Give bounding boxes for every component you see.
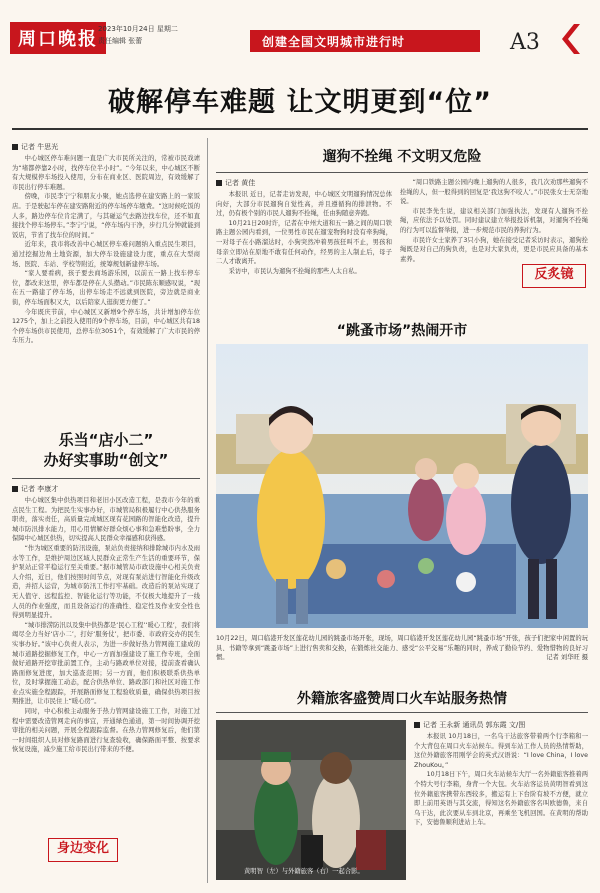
headline-divider — [12, 128, 588, 130]
flea-market-photo — [216, 344, 588, 628]
paragraph: 采访中，市民认为遛狗不拴绳的那些人太自私。 — [228, 267, 361, 275]
paragraph: 中心城区集中供热项目和老旧小区改造工程，是我市今年的重点民生工程。为把民生实事办好，市城管局积极履行中心供热服务职责，落实责任，高质量完成城区现有花园路的智能化改造，提升城市防汛排水能力，用心用情解好群众烦心事和急难愁盼事，全力保障中心城区供热，切实提高人民群众幸福感和获得感。 — [12, 497, 200, 543]
column-divider — [207, 138, 208, 883]
paragraph: 本报讯 10月18日，一名乌干达旅客带着两个行李箱和一个大背包在周口火车站候车。得到车站工作人员的热情帮助，这位外籍旅客用刚学会的英式汉语说：“I love China，I love ZhouKou。” — [414, 733, 588, 769]
paragraph: 本报讯 近日，记者走访发现，中心城区文明遛狗情况总体向好，大部分市民遛狗自觉性高，并且遵循狗的排泄物。不过，仍有极个别的市民人遛狗不拴绳，任由狗随意奔跑。 — [216, 191, 392, 218]
train-title: 外籍旅客盛赞周口火车站服务热情 — [297, 691, 507, 707]
chevron-left-icon — [560, 24, 580, 54]
photo-credit: 记者 刘华旺 摄 — [546, 654, 588, 662]
xiaoer-title: 乐当“店小二” 办好实事助“创文” — [43, 431, 169, 469]
flea-photo-caption: 10月22日，周口临港开发区莲花幼儿园的跳蚤市场开张，现场，周口临港开发区莲花幼儿园“跳蚤市场”开张，孩子们把家中闲置的玩具、书籍等拿到“跳蚤市场”上进行售卖和交换，在锻炼社交能力、感受“公平交易”乐趣的同时，养成了勤俭节约、爱物惜物的良好习惯。 记者 刘华旺 摄 — [216, 635, 588, 662]
byline-marker-icon — [12, 144, 18, 150]
page-number: A3 — [510, 30, 540, 55]
parking-article-body — [12, 154, 200, 417]
campaign-banner: 创建全国文明城市进行时 — [250, 30, 480, 52]
paragraph: “作为城区重要的防汛设施，泵站负责接纳和排除城市内水及雨水等工作，是维护周边区域人民群众正常生产生活的重要环节，保护泵站正常平稳运行至关重要。”据市城管局市政设施中心相关负责人介绍，近日，他们按照时间节点，对现有泵站进行智能化升级改造，并招人运营，为城市防汛工作打牢基础。改造后的泵站实现了无人值守、远程监控、智能化运行等功能，不仅极大地提升了一线人员的作业强度，而且设备运行的准确性、稳定性及作业安全性也得到明显提升。 — [12, 544, 200, 620]
paragraph: “城市排涝防汛以及集中供热都是‘民心工程’‘暖心工程’，我们将竭尽全力当好‘店小二’，打好‘服务仗’，把市委、市政府交办的民生实事办好。”该中心负责人表示，为进一步做好热力管网施工建成的城市道路挖掘修复工作，中心一方面加强建设了施工作专班，全面做好道路开挖审批前置工作，主动与路政单位对接，提前查看确认路面修复进度，加大巡查范围；另一方面，他们积极联系供热单位，及时掌握施工动态，配合供热单位、路政部门和社区对施工作业点实施全程跟踪，开展路面修复工程验收质量，确保供热项目按期推进，让市民住上“暖心房”。 — [12, 621, 200, 706]
paragraph: 傍晚，市民李宁宁和朋友小聚，她点选停在建安路上的一家饭店。于是驶起车停在建安路附近的停车场停车缴费。“这时候吃饭的人多，路边停车位肯定满了，与其碰运气去路边找车位，还不如直接找个停车场停车。”李宁宁说，“停车场内干净，步行几分钟就能到饭店，节省了找车位的时间。” — [12, 193, 200, 239]
paragraph: 市民许女士家养了3只小狗，她在接受记者采访时表示，遛狗拴绳既是对自己的狗负责，也是对大家负责，更是市民应具备的基本素养。 — [400, 236, 588, 263]
section-divider — [216, 172, 588, 173]
change-stamp: 身边变化 — [48, 838, 118, 862]
parking-byline: 记者 牛思光 — [12, 142, 58, 152]
issue-date: 2023年10月24日 星期二 — [98, 25, 178, 33]
paragraph: 10月21日20时许，记者在中州大道和五一路之间的周口铁路主题公园内看到，一位男性市民在遛宠物狗时没有牵狗绳，一对母子在小路溜达时，小狗突然冲着男孩狂叫不止，男孩和母亲立即站在原地不敢有任何动作，经男的主人制止后，母子二人才敢离开。 — [216, 219, 392, 266]
xiaoer-byline: 记者 李康才 — [12, 484, 58, 494]
byline-marker-icon — [414, 722, 420, 728]
dog-byline: 记者 黄佳 — [216, 178, 255, 188]
paragraph: “周口铁路主题公园内晚上遛狗的人很多，我几次劝那些遛狗不拴绳的人，但一般得到的回复是‘我这狗不咬人’。”市民张女士无奈地说。 — [400, 179, 588, 206]
train-byline: 记者 王永新 通讯员 郭东霞 文/图 — [414, 720, 525, 730]
train-station-photo — [216, 720, 406, 880]
train-station-photo-art — [216, 720, 406, 880]
section-divider — [12, 478, 200, 479]
xiaoer-article-body — [12, 496, 200, 823]
dog-article-body-left — [216, 190, 392, 318]
byline-marker-icon — [216, 180, 222, 186]
train-article-body — [414, 732, 588, 880]
paragraph: 近年来，我市将改善中心城区停车难问题纳入重点民生项目，通过挖掘边角土地资源，加大停车设施建设力度，重点在大型商场、医院、车站、学校等附近，统筹规划新建停车场。 — [12, 241, 200, 268]
page-headline: 破解停车难题 让文明更到“位” — [108, 87, 492, 118]
paragraph: 今年既庆节前，中心城区又新增9个停车场，共计增加停车位1275个，加上之前投入使用的9个停车场，目前，中心城区共有18个停车场供市民使用，总停车位3051个，有效缓解了广大市民的停车压力。 — [12, 308, 200, 345]
responsible-editor: 责任编辑 张蕾 — [98, 37, 143, 45]
negative-mirror-stamp: 反炙镜 — [522, 264, 586, 288]
flea-market-photo-art — [216, 344, 588, 628]
section-divider — [216, 712, 588, 713]
paragraph: 中心城区停车难问题一直是广大市民所关注的，常被市民戏谑为“堵都停靠2小时，找停车位半小时”。“今年以来，中心城区不断有大规模停车场投入使用，分布在商业区、医院周边，有效缓解了市民出行停车难题。 — [12, 155, 200, 191]
dog-title: 遛狗不拴绳 不文明又危险 — [322, 149, 482, 165]
flea-title: “跳蚤市场”热闹开市 — [336, 323, 468, 339]
train-photo-caption: 黄明智（左）与外籍旅客（右）一起合影。 — [244, 868, 364, 875]
masthead — [0, 0, 600, 72]
paragraph: 10月18日下午，周口火车站候车大厅一名外籍旅客推着两个特大号行李箱，身背一个大包。火车站客运员黄明智看到这位外籍旅客携带东西较多，搬运有上下台阶有坡不方便，就立即上前用英语与其交流，得知这名外籍旅客名叫欧德鲁，来自乌干达，此次要从车到北京，再乘坐飞机回国。在黄明的帮助下，安德鲁顺利进站上车。 — [414, 771, 588, 827]
newspaper-logo: 周口晚报 — [10, 22, 106, 54]
paragraph: 市民李先生说，建议相关部门加强执法，发现有人遛狗不拴绳，应依法予以处罚。同时建议建立举报投诉机制，对遛狗不拴绳的行为可以监督举报，进一步规范市民的养狗行为。 — [400, 207, 588, 234]
paragraph: “家人要看病，孩子要去商场游乐园，以前五一路上找车停车位，都改来这里，停车都是停在人头攒动。”市民陈东顺感叹说，“现在五一路建了停车场，出停车场走不远就到医院，旁边就是商业街，停车场面积又大，以后陪家人逛街更方便了。” — [12, 270, 200, 306]
paragraph: 同时，中心积极主动服务于热力管网建设施工工作，对施工过程中需要改造管网走向的事宜，开通绿色通道，第一时间协调开挖审批的相关问题，开展全程跟踪监督。在热力管网修复后，他们第一时间组织人员对修复路面进行复查验收，确保路面平整、按要求恢复设施，减少施工给市民出行带来的不便。 — [12, 708, 200, 754]
byline-marker-icon — [12, 486, 18, 492]
